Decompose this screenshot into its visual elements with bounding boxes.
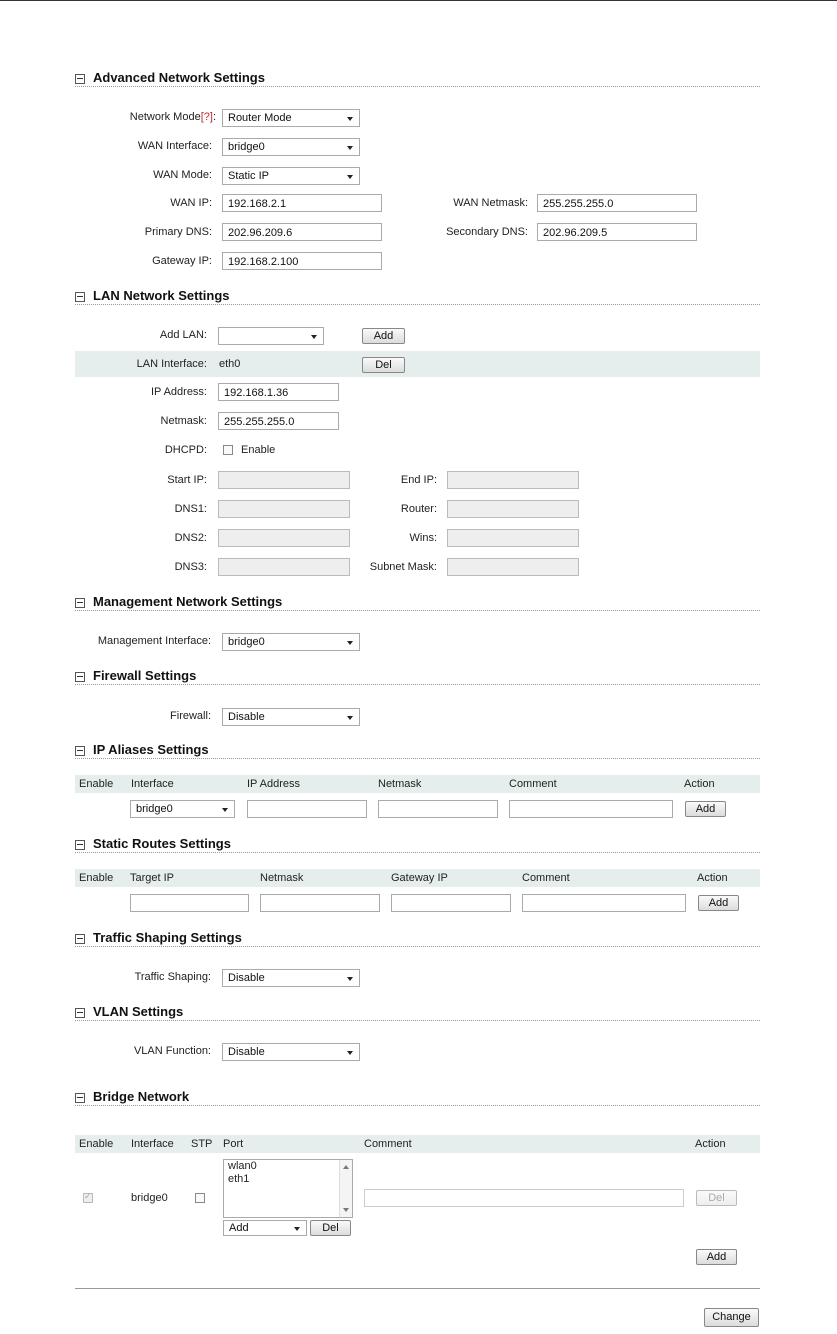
section-divider bbox=[75, 86, 760, 87]
traffic-shaping-select[interactable] bbox=[222, 969, 360, 987]
network-mode-select[interactable] bbox=[222, 109, 360, 127]
secondary-dns-input[interactable]: 202.96.209.5 bbox=[537, 223, 697, 241]
section-title: LAN Network Settings bbox=[93, 288, 230, 303]
bridge-table-header bbox=[75, 1135, 760, 1153]
wan-mode-select[interactable] bbox=[222, 167, 360, 185]
change-button[interactable]: Change bbox=[704, 1308, 759, 1327]
subnet-mask-input[interactable] bbox=[447, 558, 579, 576]
add-lan-label: Add LAN: bbox=[159, 329, 207, 341]
column-header-comment: Comment bbox=[522, 872, 570, 884]
wins-input[interactable] bbox=[447, 529, 579, 547]
port-item-eth1[interactable]: eth1 bbox=[228, 1173, 250, 1185]
port-item-wlan0[interactable]: wlan0 bbox=[228, 1160, 257, 1172]
primary-dns-input[interactable]: 202.96.209.6 bbox=[222, 223, 382, 241]
start-ip-input[interactable] bbox=[218, 471, 350, 489]
vlan-function-select[interactable] bbox=[222, 1043, 360, 1061]
bridge-stp-checkbox[interactable] bbox=[195, 1193, 205, 1203]
section-vlan[interactable] bbox=[75, 1004, 183, 1020]
management-interface-label: Management Interface: bbox=[97, 635, 211, 647]
dhcpd-enable-label: Enable bbox=[241, 444, 276, 456]
dns2-input[interactable] bbox=[218, 529, 350, 547]
bridge-port-add-value: Add bbox=[229, 1222, 249, 1234]
section-title: VLAN Settings bbox=[93, 1004, 184, 1019]
column-header-gateway-ip: Gateway IP bbox=[391, 872, 448, 884]
gateway-ip-label: Gateway IP: bbox=[152, 255, 212, 267]
lan-ip-address-label: IP Address: bbox=[150, 386, 207, 398]
label-colon: : bbox=[212, 111, 216, 123]
chevron-down-icon bbox=[347, 1051, 353, 1055]
end-ip-label: End IP: bbox=[400, 474, 437, 486]
static-route-gateway-input[interactable] bbox=[391, 894, 511, 912]
collapse-icon[interactable] bbox=[75, 1008, 85, 1018]
dns2-label: DNS2: bbox=[174, 532, 207, 544]
ip-alias-comment-input[interactable] bbox=[509, 800, 673, 818]
add-lan-button[interactable]: Add bbox=[362, 328, 405, 344]
section-firewall[interactable] bbox=[75, 668, 196, 684]
column-header-ip-address: IP Address bbox=[247, 778, 300, 790]
lan-interface-label: LAN Interface: bbox=[136, 358, 207, 370]
dns3-input[interactable] bbox=[218, 558, 350, 576]
bridge-enable-checkbox[interactable] bbox=[83, 1193, 93, 1203]
network-mode-label-text: Network Mode bbox=[129, 111, 201, 123]
dns3-label: DNS3: bbox=[174, 561, 207, 573]
end-ip-input[interactable] bbox=[447, 471, 579, 489]
gateway-ip-input[interactable]: 192.168.2.100 bbox=[222, 252, 382, 270]
collapse-icon[interactable] bbox=[75, 934, 85, 944]
chevron-down-icon bbox=[311, 335, 317, 339]
wan-netmask-input[interactable]: 255.255.255.0 bbox=[537, 194, 697, 212]
section-management-network[interactable] bbox=[75, 594, 282, 610]
router-input[interactable] bbox=[447, 500, 579, 518]
static-route-netmask-input[interactable] bbox=[260, 894, 380, 912]
scroll-up-icon[interactable] bbox=[343, 1165, 349, 1169]
add-lan-select[interactable] bbox=[218, 327, 324, 345]
firewall-value: Disable bbox=[228, 711, 265, 723]
lan-ip-address-input[interactable]: 192.168.1.36 bbox=[218, 383, 339, 401]
wan-mode-value: Static IP bbox=[228, 170, 269, 182]
router-label: Router: bbox=[400, 503, 437, 515]
secondary-dns-label: Secondary DNS: bbox=[446, 226, 528, 238]
wins-label: Wins: bbox=[409, 532, 437, 544]
chevron-down-icon bbox=[347, 716, 353, 720]
static-route-comment-input[interactable] bbox=[522, 894, 686, 912]
top-border bbox=[0, 0, 837, 1]
chevron-down-icon bbox=[347, 146, 353, 150]
section-bridge-network[interactable] bbox=[75, 1089, 189, 1105]
collapse-icon[interactable] bbox=[75, 292, 85, 302]
section-divider bbox=[75, 304, 760, 305]
chevron-down-icon bbox=[294, 1227, 300, 1231]
section-title: Bridge Network bbox=[93, 1089, 190, 1104]
collapse-icon[interactable] bbox=[75, 672, 85, 682]
section-divider bbox=[75, 852, 760, 853]
network-mode-label bbox=[130, 108, 216, 126]
primary-dns-label: Primary DNS: bbox=[144, 226, 212, 238]
vlan-function-value: Disable bbox=[228, 1046, 265, 1058]
bridge-port-add-select[interactable] bbox=[223, 1220, 307, 1236]
column-header-comment: Comment bbox=[509, 778, 557, 790]
del-lan-button[interactable]: Del bbox=[362, 357, 405, 373]
column-header-enable: Enable bbox=[79, 1138, 114, 1150]
dns1-input[interactable] bbox=[218, 500, 350, 518]
column-header-action: Action bbox=[697, 872, 728, 884]
collapse-icon[interactable] bbox=[75, 840, 85, 850]
collapse-icon[interactable] bbox=[75, 598, 85, 608]
column-header-target-ip: Target IP bbox=[130, 872, 175, 884]
column-header-action: Action bbox=[684, 778, 715, 790]
bridge-port-listbox[interactable] bbox=[223, 1159, 353, 1218]
section-divider bbox=[75, 1020, 760, 1021]
chevron-down-icon bbox=[347, 977, 353, 981]
column-header-enable: Enable bbox=[79, 872, 114, 884]
lan-netmask-input[interactable]: 255.255.255.0 bbox=[218, 412, 339, 430]
section-traffic-shaping[interactable] bbox=[75, 930, 242, 946]
section-divider bbox=[75, 1105, 760, 1106]
lan-netmask-label: Netmask: bbox=[160, 415, 207, 427]
section-title: Traffic Shaping Settings bbox=[93, 930, 242, 945]
ip-alias-netmask-input[interactable] bbox=[378, 800, 498, 818]
column-header-action: Action bbox=[695, 1138, 726, 1150]
lan-interface-value: eth0 bbox=[219, 358, 241, 370]
traffic-shaping-value: Disable bbox=[228, 972, 265, 984]
dhcpd-enable-checkbox[interactable] bbox=[223, 445, 233, 455]
collapse-icon[interactable] bbox=[75, 74, 85, 84]
column-header-interface: Interface bbox=[131, 1138, 174, 1150]
management-interface-value: bridge0 bbox=[228, 636, 265, 648]
chevron-down-icon bbox=[347, 175, 353, 179]
wan-mode-label: WAN Mode: bbox=[153, 169, 212, 181]
static-route-target-input[interactable] bbox=[130, 894, 249, 912]
section-title: IP Aliases Settings bbox=[93, 742, 209, 757]
bridge-row-del-button[interactable]: Del bbox=[696, 1190, 737, 1206]
section-divider bbox=[75, 946, 760, 947]
scroll-down-icon[interactable] bbox=[343, 1208, 349, 1212]
static-route-add-button[interactable]: Add bbox=[698, 895, 739, 911]
dhcpd-label: DHCPD: bbox=[164, 444, 207, 456]
listbox-scrollbar[interactable] bbox=[339, 1160, 352, 1217]
ip-alias-ip-input[interactable] bbox=[247, 800, 367, 818]
wan-ip-label: WAN IP: bbox=[170, 197, 212, 209]
bridge-interface-value: bridge0 bbox=[131, 1192, 168, 1204]
section-divider bbox=[75, 610, 760, 611]
column-header-stp: STP bbox=[191, 1138, 213, 1150]
bridge-comment-input[interactable] bbox=[364, 1189, 684, 1207]
ip-alias-interface-value: bridge0 bbox=[136, 803, 173, 815]
chevron-down-icon bbox=[222, 808, 228, 812]
start-ip-label: Start IP: bbox=[167, 474, 207, 486]
ip-alias-add-button[interactable]: Add bbox=[685, 801, 726, 817]
column-header-comment: Comment bbox=[364, 1138, 412, 1150]
column-header-interface: Interface bbox=[131, 778, 174, 790]
section-title: Management Network Settings bbox=[93, 594, 283, 609]
section-ip-aliases[interactable] bbox=[75, 742, 209, 758]
footer-divider bbox=[75, 1288, 760, 1289]
column-header-netmask: Netmask bbox=[378, 778, 422, 790]
traffic-shaping-label: Traffic Shaping: bbox=[134, 971, 211, 983]
wan-netmask-label: WAN Netmask: bbox=[453, 197, 528, 209]
wan-interface-label: WAN Interface: bbox=[137, 140, 212, 152]
management-interface-select[interactable] bbox=[222, 633, 360, 651]
section-lan-network[interactable] bbox=[75, 288, 230, 304]
bridge-port-del-button[interactable]: Del bbox=[310, 1220, 351, 1236]
ip-alias-interface-select[interactable] bbox=[130, 800, 235, 818]
network-mode-value: Router Mode bbox=[228, 112, 292, 124]
wan-interface-value: bridge0 bbox=[228, 141, 265, 153]
section-static-routes[interactable] bbox=[75, 836, 231, 852]
subnet-mask-label: Subnet Mask: bbox=[369, 561, 437, 573]
dns1-label: DNS1: bbox=[174, 503, 207, 515]
vlan-function-label: VLAN Function: bbox=[133, 1045, 211, 1057]
bridge-add-button[interactable]: Add bbox=[696, 1249, 737, 1265]
chevron-down-icon bbox=[347, 117, 353, 121]
wan-ip-input[interactable]: 192.168.2.1 bbox=[222, 194, 382, 212]
column-header-port: Port bbox=[223, 1138, 244, 1150]
wan-interface-select[interactable] bbox=[222, 138, 360, 156]
firewall-select[interactable] bbox=[222, 708, 360, 726]
collapse-icon[interactable] bbox=[75, 746, 85, 756]
firewall-label: Firewall: bbox=[170, 710, 211, 722]
section-title: Static Routes Settings bbox=[93, 836, 231, 851]
section-divider bbox=[75, 758, 760, 759]
section-title: Firewall Settings bbox=[93, 668, 197, 683]
section-title: Advanced Network Settings bbox=[93, 70, 265, 85]
column-header-netmask: Netmask bbox=[260, 872, 304, 884]
section-divider bbox=[75, 684, 760, 685]
column-header-enable: Enable bbox=[79, 778, 114, 790]
collapse-icon[interactable] bbox=[75, 1093, 85, 1103]
chevron-down-icon bbox=[347, 641, 353, 645]
help-link[interactable]: [?] bbox=[200, 111, 213, 123]
section-advanced-network[interactable] bbox=[75, 70, 265, 86]
